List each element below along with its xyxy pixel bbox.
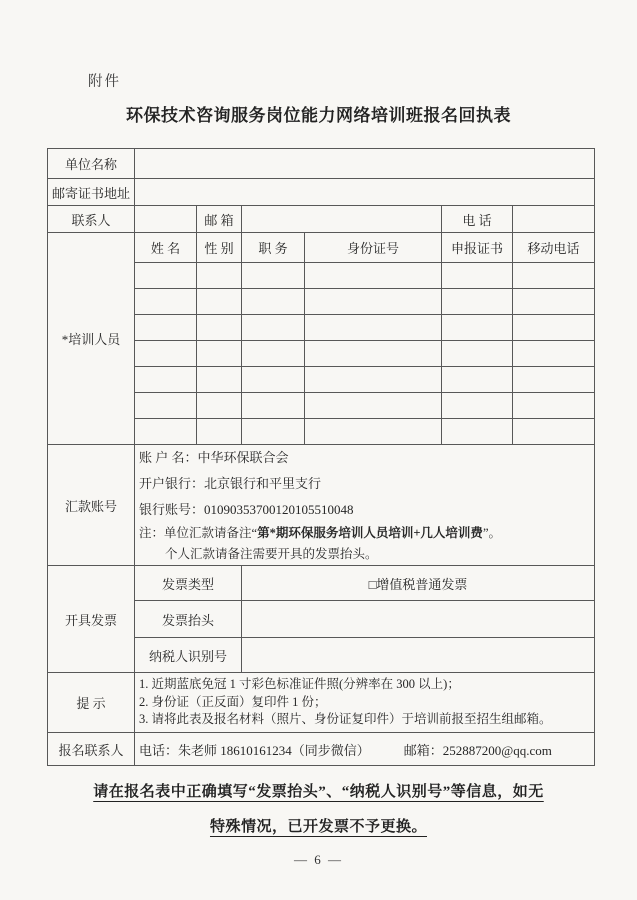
- contact-phone-label: 电 话: [442, 206, 513, 233]
- account-name-value: 中华环保联合会: [197, 450, 289, 465]
- invoice-header-field: [242, 601, 595, 638]
- trainee-cell: [305, 289, 442, 315]
- contact-phone-field: [513, 206, 595, 233]
- mailing-address-row: [48, 179, 595, 206]
- tips-item-1: 1. 近期蓝底免冠 1 寸彩色标准证件照(分辨率在 300 以上)；: [139, 677, 460, 692]
- remittance-row: [48, 445, 595, 566]
- col-header-name: 姓 名: [135, 233, 197, 263]
- trainees-label: *培训人员: [48, 233, 135, 445]
- trainee-cell: [242, 341, 305, 367]
- invoice-type-value: [242, 566, 595, 601]
- trainee-cell: [135, 367, 197, 393]
- trainee-cell: [513, 367, 595, 393]
- registration-email-label: 邮箱：: [403, 742, 443, 758]
- tips-item-3: 3. 请将此表及报名材料（照片、身份证复印件）于培训前报至招生组邮箱。: [139, 712, 552, 727]
- trainee-cell: [135, 263, 197, 289]
- trainee-cell: [513, 315, 595, 341]
- bank-label: 开户银行：: [139, 476, 205, 491]
- registration-phone-label: 电话：: [139, 742, 179, 758]
- trainee-cell: [305, 393, 442, 419]
- account-name-label: 账 户 名：: [139, 450, 198, 465]
- registration-contact-details: [135, 733, 595, 766]
- trainee-cell: [197, 289, 242, 315]
- note-bold-text: 第*期环保服务培训人员培训+几人培训费: [257, 526, 483, 540]
- attachment-label: 附件: [88, 74, 121, 90]
- note-prefix: 注：单位汇款请备注“: [139, 526, 258, 540]
- unit-name-label: 单位名称: [48, 149, 135, 179]
- trainee-cell: [135, 419, 197, 445]
- page-number: — 6 —: [294, 852, 343, 867]
- trainee-cell: [197, 367, 242, 393]
- trainee-cell: [197, 315, 242, 341]
- account-no-value: 01090353700120105510048: [204, 502, 354, 517]
- trainee-cell: [513, 393, 595, 419]
- invoice-type-label: 发票类型: [135, 566, 242, 601]
- footer-notice-line-1: 请在报名表中正确填写“发票抬头”、“纳税人识别号”等信息，如无: [93, 784, 544, 800]
- tips-row: [48, 673, 595, 733]
- remittance-note-line2: 个人汇款请备注需要开具的发票抬头。: [165, 547, 378, 561]
- invoice-header-label: 发票抬头: [135, 601, 242, 638]
- unit-name-field: [135, 149, 595, 179]
- trainee-cell: [197, 263, 242, 289]
- tips-item-2: 2. 身份证（正反面）复印件 1 份；: [139, 694, 327, 709]
- account-no-line: [139, 497, 590, 523]
- trainee-cell: [305, 341, 442, 367]
- taxpayer-id-field: [242, 638, 595, 673]
- trainee-cell: [242, 393, 305, 419]
- trainee-cell: [442, 315, 513, 341]
- contact-row: [48, 206, 595, 233]
- registration-phone-value: 朱老师 18610161234（同步微信）: [178, 742, 370, 758]
- contact-email-label: 邮 箱: [197, 206, 242, 233]
- bank-value: 北京银行和平里支行: [204, 476, 322, 491]
- tips-content: [135, 673, 595, 733]
- registration-email-value: 252887200@qq.com: [442, 742, 552, 758]
- bank-line: [139, 471, 590, 497]
- contact-label: 联系人: [48, 206, 135, 233]
- unit-name-row: [48, 149, 595, 179]
- taxpayer-id-label: 纳税人识别号: [135, 638, 242, 673]
- vat-invoice-option-label: 增值税普通发票: [376, 576, 468, 592]
- trainee-cell: [513, 289, 595, 315]
- col-header-id-number: 身份证号: [305, 233, 442, 263]
- tips-label: 提 示: [48, 673, 135, 733]
- trainee-cell: [442, 289, 513, 315]
- trainee-cell: [135, 341, 197, 367]
- trainee-cell: [242, 263, 305, 289]
- trainee-cell: [442, 367, 513, 393]
- registration-contact-row: [48, 733, 595, 766]
- registration-contact-label: 报名联系人: [48, 733, 135, 766]
- trainee-cell: [305, 315, 442, 341]
- invoice-label: 开具发票: [48, 566, 135, 673]
- trainee-cell: [135, 289, 197, 315]
- trainee-cell: [513, 341, 595, 367]
- mailing-address-field: [135, 179, 595, 206]
- trainee-cell: [197, 393, 242, 419]
- trainee-cell: [242, 315, 305, 341]
- trainee-cell: [305, 419, 442, 445]
- trainee-cell: [242, 367, 305, 393]
- trainee-cell: [442, 393, 513, 419]
- registration-form-table: [47, 148, 595, 766]
- trainee-cell: [305, 263, 442, 289]
- trainee-cell: [513, 419, 595, 445]
- remittance-note-line1: [139, 523, 590, 544]
- vat-invoice-checkbox-icon: □: [368, 576, 377, 592]
- remittance-details: [135, 445, 595, 566]
- trainee-cell: [197, 341, 242, 367]
- footer-notice: [0, 782, 637, 837]
- contact-name-field: [135, 206, 197, 233]
- mailing-address-label: 邮寄证书地址: [48, 179, 135, 206]
- account-no-label: 银行账号：: [139, 502, 205, 517]
- trainee-cell: [135, 315, 197, 341]
- footer-notice-line-2: 特殊情况，已开发票不予更换。: [209, 819, 427, 835]
- page-title: 环保技术咨询服务岗位能力网络培训班报名回执表: [126, 106, 511, 125]
- trainee-header-row: [48, 233, 595, 263]
- trainee-cell: [242, 419, 305, 445]
- trainee-cell: [442, 263, 513, 289]
- col-header-gender: 性 别: [197, 233, 242, 263]
- col-header-certificate: 申报证书: [442, 233, 513, 263]
- trainee-cell: [305, 367, 442, 393]
- invoice-type-row: [48, 566, 595, 601]
- account-name-line: [139, 445, 590, 471]
- col-header-position: 职 务: [242, 233, 305, 263]
- trainee-cell: [197, 419, 242, 445]
- remittance-label: 汇款账号: [48, 445, 135, 566]
- trainee-cell: [442, 341, 513, 367]
- note-suffix: ”。: [482, 526, 501, 540]
- trainee-cell: [442, 419, 513, 445]
- trainee-cell: [135, 393, 197, 419]
- trainee-cell: [242, 289, 305, 315]
- contact-email-field: [242, 206, 442, 233]
- col-header-mobile: 移动电话: [513, 233, 595, 263]
- trainee-cell: [513, 263, 595, 289]
